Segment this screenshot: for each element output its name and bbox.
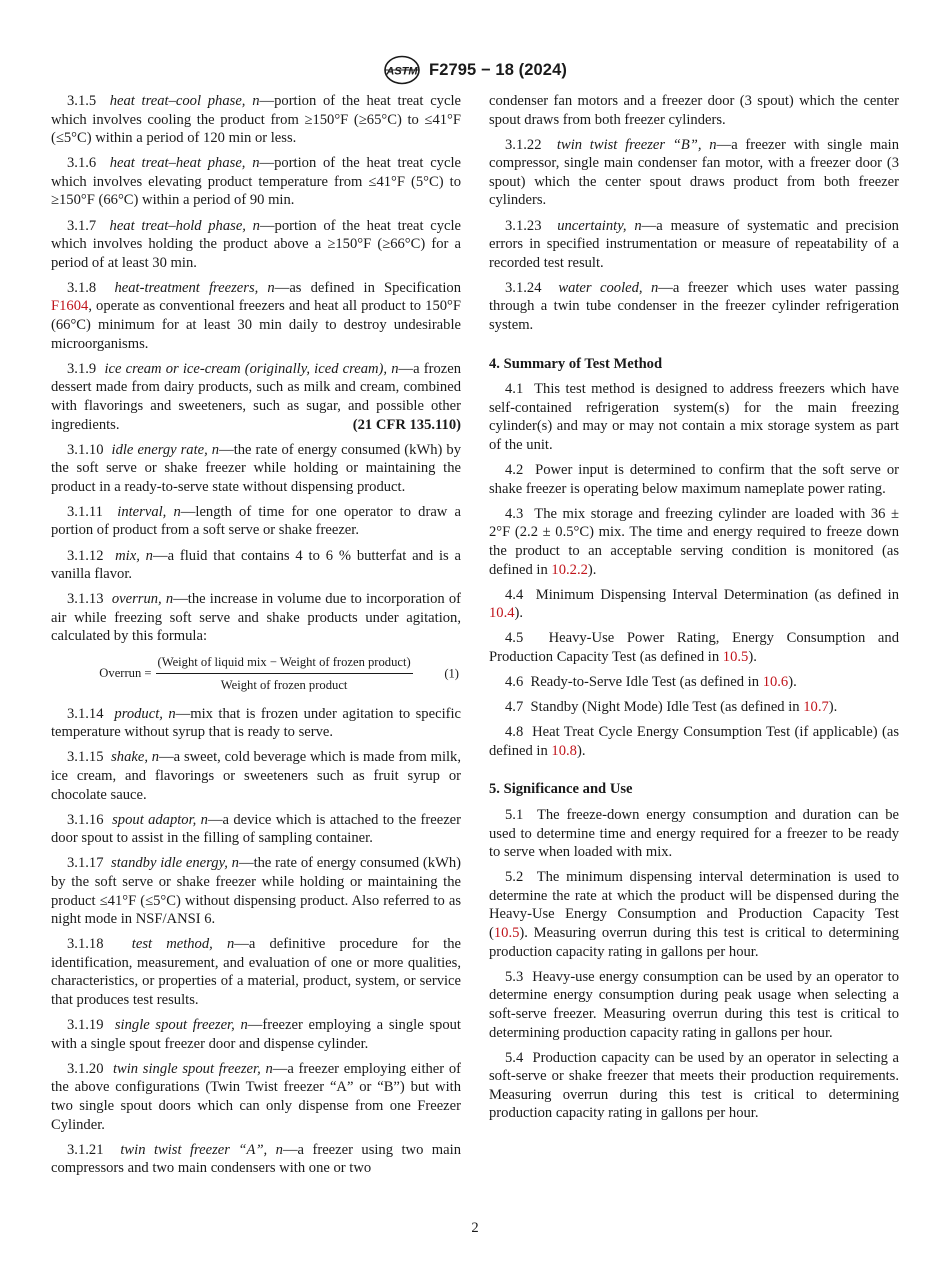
- svg-text:ASTM: ASTM: [386, 65, 418, 78]
- definition-3-1-24: 3.1.24 water cooled, n—a freezer which uses water passing through a twin tube condenser in the freezer cylinder refrigeration system.: [489, 279, 899, 334]
- definition-3-1-19: 3.1.19 single spout freezer, n—freezer employing a single spout with a single spout freezer door and dispense cylinder.: [51, 1017, 461, 1052]
- definition-3-1-22: 3.1.22 twin twist freezer “B”, n—a freezer with single main compressor, single main condenser fan motor, with a freezer door (3 spout) which the center spout draws product from both freezer cylinders.: [489, 136, 900, 209]
- clause-4-4: 4.4 Minimum Dispensing Interval Determination (as defined in 10.4).: [489, 586, 900, 622]
- page-header: [0, 54, 950, 86]
- definition-3-1-6: 3.1.6 heat treat–heat phase, n—portion of the heat treat cycle which involves elevating product temperature from ≤41°F (5°C) to ≥150°F (66°C) within a period of 90 min.: [51, 155, 461, 209]
- clause-4-5: 4.5 Heavy-Use Power Rating, Energy Consumption and Production Capacity Test (as defined in 10.5).: [489, 630, 899, 665]
- definition-3-1-17: 3.1.17 standby idle energy, n—the rate of energy consumed (kWh) by the soft serve or shake freezer while holding or maintaining the product ≤41°F (≤5°C) without dispensing product. Also referred to as night mode in NSF/ANSI 6.: [51, 855, 462, 928]
- clause-4-6: 4.6 Ready-to-Serve Idle Test (as defined in 10.6).: [505, 674, 797, 691]
- clause-5-4: 5.4 Production capacity can be used by an operator in selecting a soft-serve or shake freezer that meets their production requirements. Measuring overrun during this test is critical to determining production capacity rating in gallons per hour.: [489, 1049, 900, 1122]
- clause-4-2: 4.2 Power input is determined to confirm that the soft serve or shake freezer is operating below maximum nameplate power rating.: [489, 462, 899, 497]
- clause-4-7: 4.7 Standby (Night Mode) Idle Test (as defined in 10.7).: [505, 699, 838, 716]
- clause-4-1: 4.1 This test method is designed to address freezers which have self-contained refrigeration system(s) for the main freezing cylinder(s) and may or may not contain a mix storage system as part of the unit.: [489, 381, 900, 453]
- equation-numerator: (Weight of liquid mix − Weight of frozen product): [156, 653, 413, 675]
- definition-3-1-20: 3.1.20 twin single spout freezer, n—a freezer employing either of the above configurations (Twin Twist freezer “A” or “B”) but with two single spout doors which can only dispense from one Freezer Cylinder.: [51, 1060, 462, 1133]
- definition-3-1-18: 3.1.18 test method, n—a definitive procedure for the identification, measurement, and evaluation of one or more qualities, characteristics, or properties of a material, product, system, or service that produces test results.: [51, 936, 461, 1009]
- equation-lhs: Overrun =: [99, 666, 152, 681]
- definition-3-1-13: 3.1.13 overrun, n—the increase in volume due to incorporation of air while freezing soft serve and shake products under agitation, calculated by this formula:: [51, 591, 461, 645]
- reference-link[interactable]: F1604: [51, 298, 89, 315]
- standard-designation: F2795 − 18 (2024): [429, 60, 567, 79]
- right-column: [489, 92, 899, 1130]
- definition-3-1-23: 3.1.23 uncertainty, n—a measure of systematic and precision errors in specified instrumentation or measure of repeatability of a recorded test result.: [489, 217, 899, 271]
- page-number: 2: [471, 1220, 479, 1236]
- definition-3-1-15: 3.1.15 shake, n—a sweet, cold beverage which is made from milk, ice cream, and flavorings or sweeteners such as fruit syrup or chocolate sauce.: [51, 749, 462, 803]
- left-column: [51, 92, 461, 1184]
- reference-link[interactable]: 10.5: [722, 648, 749, 665]
- overrun-equation: [51, 653, 461, 695]
- clause-5-3: 5.3 Heavy-use energy consumption can be used by an operator to determine energy consumption during peak usage when selecting a soft-serve freezer. Measuring overrun during this test is critical to determining production capacity rating in gallons per hour.: [489, 968, 899, 1041]
- reference-link[interactable]: 10.5: [493, 925, 520, 942]
- definition-3-1-8: 3.1.8 heat-treatment freezers, n—as defined in Specification F1604, operate as conventional freezers and heat all product to 150°F (66°C) minimum for at least 30 min daily to destroy undesirable microorganisms.: [51, 279, 462, 352]
- definition-3-1-5: 3.1.5 heat treat–cool phase, n—portion of the heat treat cycle which involves cooling the product from ≥150°F (≥65°C) to ≤41°F (≤5°C) within a period of 120 min or less.: [51, 93, 461, 147]
- equation-fraction: [156, 653, 413, 695]
- section-5-heading: 5. Significance and Use: [489, 781, 633, 798]
- reference-link[interactable]: 10.6: [762, 674, 789, 691]
- clause-4-3: 4.3 The mix storage and freezing cylinder are loaded with 36 ± 2°F (2.2 ± 0.5°C) mix. The time and energy required to freeze down the product to an acceptable serving condition is monitored (as defined in 10.2.2).: [489, 505, 900, 578]
- definition-3-1-9: 3.1.9 ice cream or ice-cream (originally, iced cream), n—a frozen dessert made from dairy products, such as milk and cream, combined with flavorings and sweeteners, such as sugar, and possible other ingredients. (21 CFR 135.110): [51, 360, 461, 433]
- reference-link[interactable]: 10.8: [551, 742, 577, 759]
- reference-link[interactable]: 10.7: [803, 699, 829, 716]
- definition-3-1-10: 3.1.10 idle energy rate, n—the rate of energy consumed (kWh) by the soft serve or shake freezer while holding or maintaining the product in a ready-to-serve state without dispensing product.: [51, 441, 461, 495]
- clause-5-1: 5.1 The freeze-down energy consumption and duration can be used to determine time and energy required for a freezer to be ready to serve when loaded with mix.: [489, 807, 900, 861]
- definition-3-1-12: 3.1.12 mix, n—a fluid that contains 4 to 6 % butterfat and is a vanilla flavor.: [51, 547, 462, 583]
- definition-3-1-21: 3.1.21 twin twist freezer “A”, n—a freezer using two main compressors and two main condensers with one or two: [51, 1141, 461, 1177]
- definition-3-1-16: 3.1.16 spout adaptor, n—a device which is attached to the freezer door spout to assist in the filling of sampling container.: [51, 811, 462, 847]
- citation: (21 CFR 135.110): [352, 416, 461, 433]
- clause-5-2: 5.2 The minimum dispensing interval determination is used to determine the rate at which the product will be dispensed during the Heavy-Use Energy Consumption and Production Capacity Test (10.5). Measuring overrun during this test is critical to determining production capacity rating in gallons per hour.: [489, 869, 900, 960]
- definition-3-1-7: 3.1.7 heat treat–hold phase, n—portion of the heat treat cycle which involves holding the product above a ≥150°F (≥66°C) for a period of at least 30 min.: [51, 217, 462, 271]
- definition-3-1-11: 3.1.11 interval, n—length of time for one operator to draw a portion of product from a soft serve or shake freezer.: [51, 503, 461, 539]
- reference-link[interactable]: 10.2.2: [551, 561, 588, 578]
- section-4-heading: 4. Summary of Test Method: [489, 355, 663, 372]
- reference-link[interactable]: 10.4: [489, 605, 515, 622]
- clause-4-8: 4.8 Heat Treat Cycle Energy Consumption Test (if applicable) (as defined in 10.8).: [489, 724, 900, 759]
- equation-denominator: Weight of frozen product: [220, 678, 348, 693]
- astm-logo-icon: [383, 55, 421, 85]
- equation-number: (1): [444, 666, 459, 681]
- definition-3-1-21-continued: condenser fan motors and a freezer door (3 spout) which the center spout draws from both freezer cylinders.: [489, 93, 899, 128]
- definition-3-1-14: 3.1.14 product, n—mix that is frozen under agitation to specific temperature without syrup that is ready to serve.: [51, 705, 462, 741]
